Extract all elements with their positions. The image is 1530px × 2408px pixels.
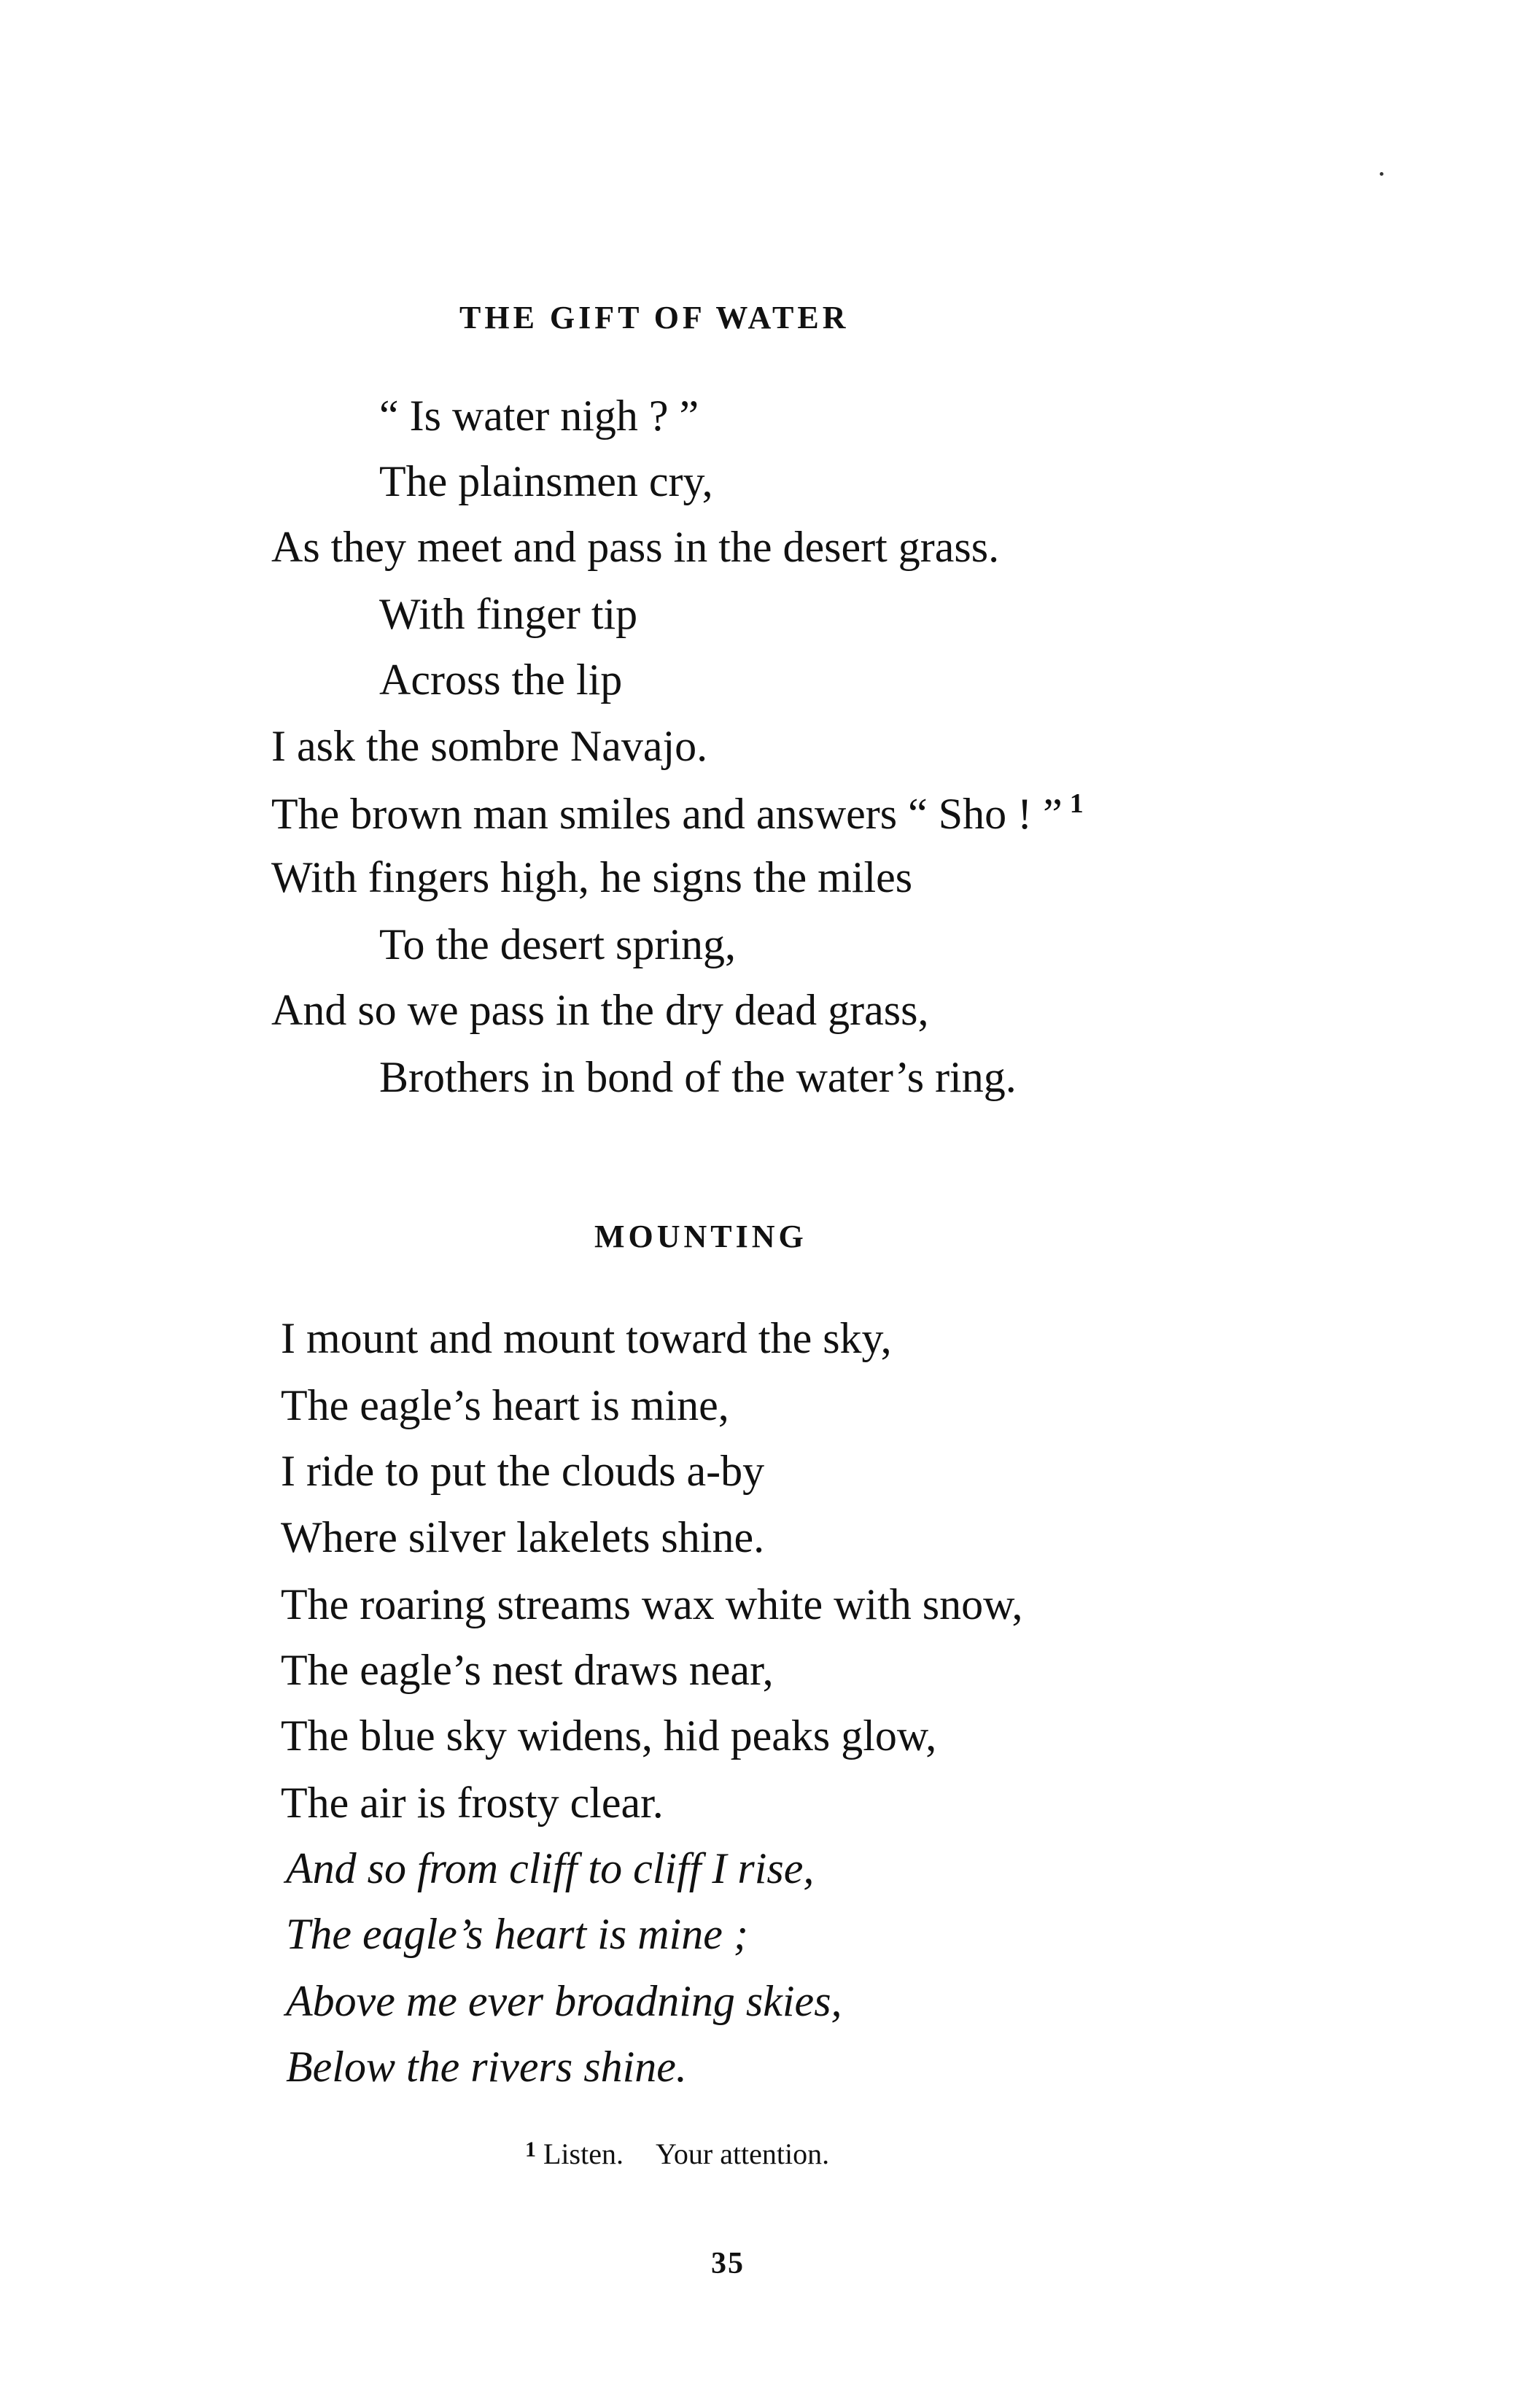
poem-line: I mount and mount toward the sky, [281, 1314, 892, 1362]
poem-line: The blue sky widens, hid peaks glow, [281, 1712, 937, 1760]
poem-line: And so we pass in the dry dead grass, [271, 986, 929, 1034]
poem-line: Where silver lakelets shine. [281, 1513, 765, 1561]
footnote-text: Listen. [543, 2137, 624, 2170]
poem-title-gift-of-water: THE GIFT OF WATER [459, 300, 850, 335]
poem-line: Brothers in bond of the water’s ring. [379, 1053, 1017, 1101]
poem-line: The eagle’s heart is mine, [281, 1381, 729, 1429]
poem-line: I ask the sombre Navajo. [271, 722, 708, 770]
poem-line-italic: And so from cliff to cliff I rise, [286, 1844, 815, 1892]
poem-line-text: The brown man smiles and answers “ Sho ! ” [271, 790, 1063, 838]
poem-title-mounting: MOUNTING [594, 1219, 807, 1254]
poem-line-italic: The eagle’s heart is mine ; [286, 1910, 748, 1958]
footnote-number: 1 [525, 2137, 536, 2162]
poem-line: With fingers high, he signs the miles [271, 853, 913, 901]
footnote-text-2: Your attention. [655, 2137, 830, 2170]
poem-line: I ride to put the clouds a-by [281, 1447, 765, 1495]
poem-line: The air is frosty clear. [281, 1779, 664, 1827]
poem-line: The plainsmen cry, [379, 457, 713, 505]
ink-speck [1380, 172, 1383, 176]
poem-line: “ Is water nigh ? ” [379, 392, 699, 440]
footnote [525, 2137, 829, 2171]
poem-line: With finger tip [379, 590, 638, 638]
poem-line: The roaring streams wax white with snow, [281, 1580, 1023, 1628]
poem-line-italic: Below the rivers shine. [286, 2043, 687, 2091]
poem-line: The eagle’s nest draws near, [281, 1646, 774, 1694]
poem-line: As they meet and pass in the desert grass. [271, 523, 1000, 571]
footnote-marker: 1 [1069, 788, 1084, 819]
poem-line: Across the lip [379, 656, 623, 704]
poem-line-italic: Above me ever broadning skies, [286, 1977, 842, 2025]
poem-line: To the desert spring, [379, 920, 737, 968]
poem-line-with-footnote [271, 790, 1084, 836]
page-number: 35 [711, 2247, 745, 2280]
